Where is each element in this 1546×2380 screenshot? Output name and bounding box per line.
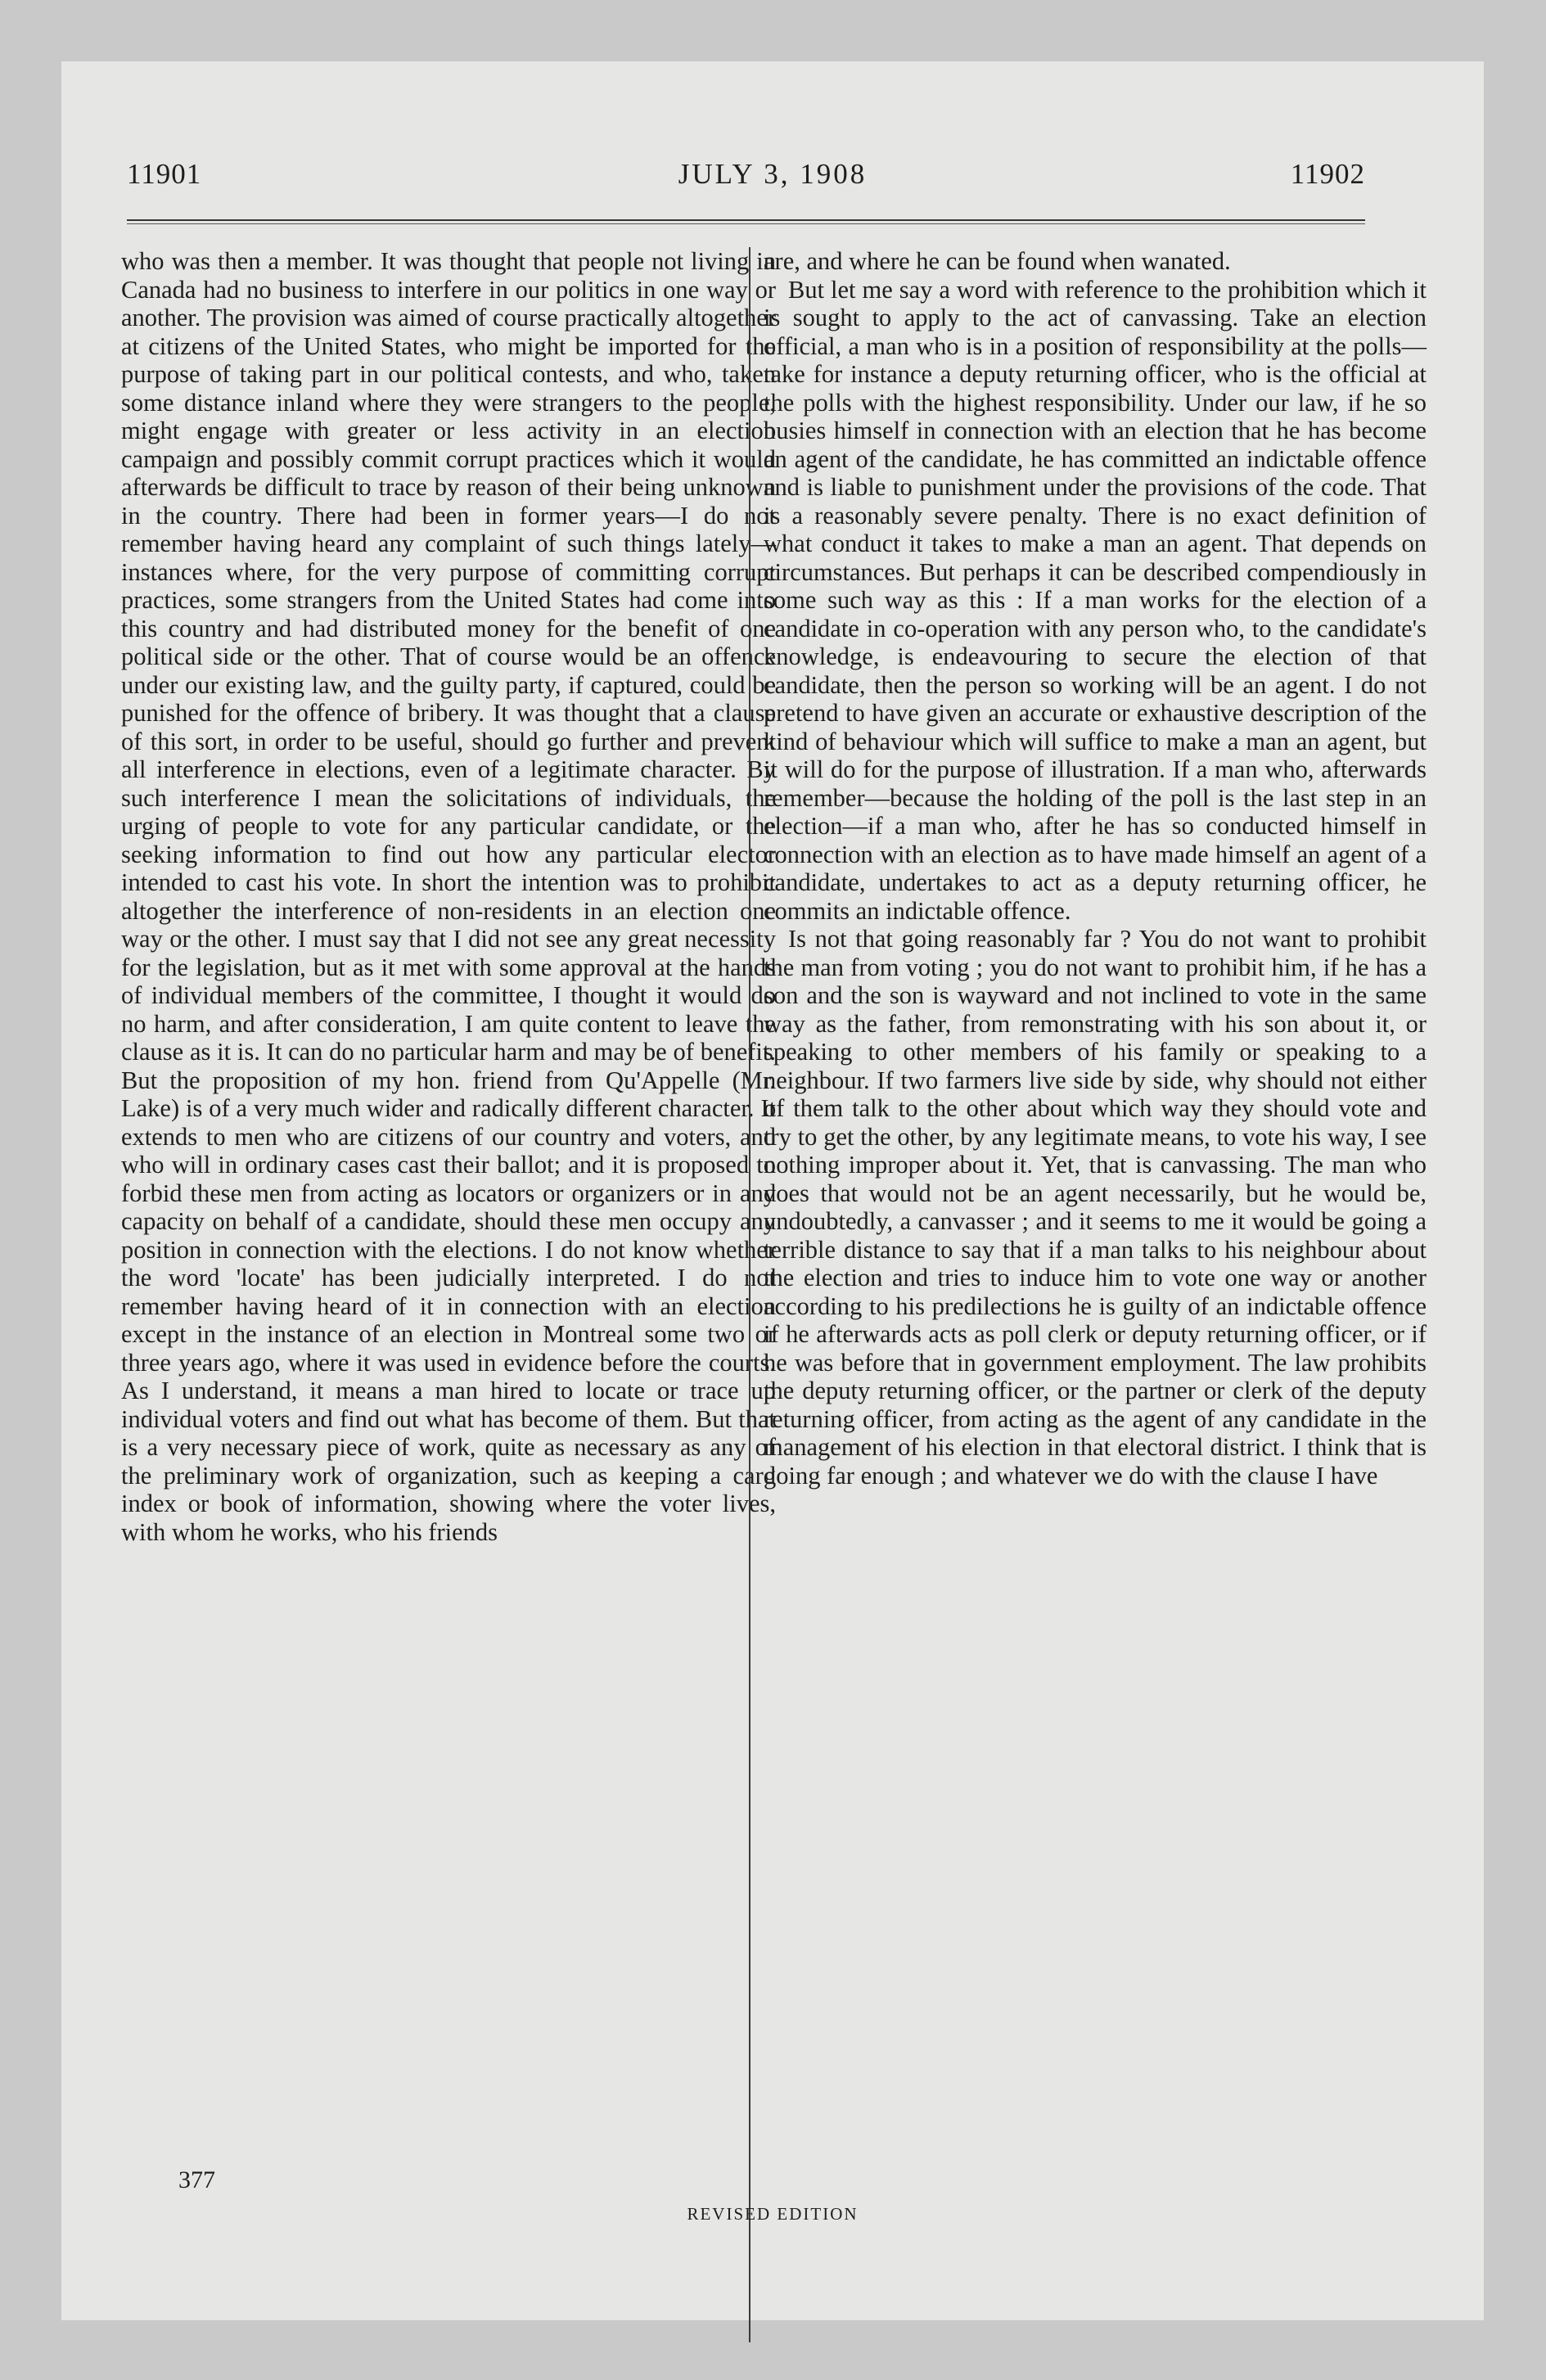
left-paragraph-1: who was then a member. It was thought that people not living in Canada had no business to interfere in our politics in one way or another. The provision was aimed of course practically altogether at citizens of the United States, who might be imported for the purpose of taking part in our political contests, and who, taken some distance inland where they were strangers to the people, might engage with greater or less activity in an election campaign and possibly commit corrupt practices which it would afterwards be difficult to trace by reason of their being unknown in the country. There had been in former years—I do not remember having heard any complaint of such things lately—instances where, for the very purpose of committing corrupt practices, some strangers from the United States had come into this country and had distributed money for the benefit of one political side or the other. That of course would be an offence under our existing law, and the guilty party, if captured, could be punished for the offence of bribery. It was thought that a clause of this sort, in order to be useful, should go further and prevent all interference in elections, even of a legitimate character. By such interference I mean the solicitations of individuals, the urging of people to vote for any particular candidate, or the seeking information to find out how any particular elector intended to cast his vote. In short the intention was to prohibit altogether the interference of non-residents in an election one way or the other. I must say that I did not see any great necessity for the legislation, but as it met with some approval at the hands of individual members of the committee, I thought it would do no harm, and after consideration, I am quite content to leave the clause as it is. It can do no particular harm and may be of benefit. But the proposition of my hon. friend from Qu'Appelle (Mr. Lake) is of a very much wider and radically different character. It extends to men who are citizens of our country and voters, and who will in ordinary cases cast their ballot; and it is proposed to forbid these men from acting as locators or organizers or in any capacity on behalf of a candidate, should these men occupy any position in connection with the elections. I do not know whether the word 'locate' has been judicially interpreted. I do not remember having heard of it in connection with an election except in the instance of an election in Montreal some two or three years ago, where it was used in evidence before the courts. As I understand, it means a man hired to locate or trace up individual voters and find out what has become of them. But that is a very necessary piece of work, quite as necessary as any of the preliminary work of organization, such as keeping a card index or book of information, showing where the voter lives, with whom he works, who his friends — [121, 247, 776, 1546]
right-column — [764, 247, 1427, 1490]
right-paragraph-2: But let me say a word with reference to the prohibition which it is sought to apply to the act of canvassing. Take an election official, a man who is in a position of responsibility at the polls—take for instance a deputy returning officer, who is the official at the polls with the highest responsibility. Under our law, if he so busies himself in connection with an election that he has become an agent of the candidate, he has committed an indictable offence and is liable to punishment under the provisions of the code. That is a reasonably severe penalty. There is no exact definition of what conduct it takes to make a man an agent. That depends on circumstances. But perhaps it can be described compendiously in some such way as this : If a man works for the election of a candidate in co-operation with any person who, to the candidate's knowledge, is endeavouring to secure the election of that candidate, then the person so working will be an agent. I do not pretend to have given an accurate or exhaustive description of the kind of behaviour which will suffice to make a man an agent, but it will do for the purpose of illustration. If a man who, afterwards remember—because the holding of the poll is the last step in an election—if a man who, after he has so conducted himself in connection with an election as to have made himself an agent of a candidate, undertakes to act as a deputy returning officer, he commits an indictable offence. — [764, 275, 1427, 925]
left-column — [121, 247, 776, 1546]
page-header — [61, 158, 1484, 207]
header-date: JULY 3, 1908 — [678, 158, 868, 190]
left-page-number: 11901 — [127, 158, 202, 190]
right-paragraph-1: are, and where he can be found when wanated. — [764, 247, 1231, 275]
document-page — [61, 61, 1484, 2320]
right-page-number: 11902 — [1290, 158, 1365, 190]
header-rule-thin — [127, 223, 1365, 224]
column-divider — [749, 247, 750, 2342]
right-paragraph-3: Is not that going reasonably far ? You do not want to prohibit the man from voting ; you do not want to prohibit him, if he has a son and the son is wayward and not inclined to vote in the same way as the father, from remonstrating with his son about it, or speaking to other members of his family or speaking to a neighbour. If two farmers live side by side, why should not either of them talk to the other about which way they should vote and try to get the other, by any legitimate means, to vote his way, I see nothing improper about it. Yet, that is canvassing. The man who does that would not be an agent necessarily, but he would be, undoubtedly, a canvasser ; and it seems to me it would be going a terrible distance to say that if a man talks to his neighbour about the election and tries to induce him to vote one way or another according to his predilections he is guilty of an indictable offence if he afterwards acts as poll clerk or deputy returning officer, or if he was before that in government employment. The law prohibits the deputy returning officer, or the partner or clerk of the deputy returning officer, from acting as the agent of any candidate in the management of his election in that electoral district. I think that is going far enough ; and whatever we do with the clause I have — [764, 925, 1427, 1490]
footer-edition: REVISED EDITION — [687, 2204, 859, 2224]
header-rule — [127, 219, 1365, 221]
page-number: 377 — [178, 2166, 215, 2193]
